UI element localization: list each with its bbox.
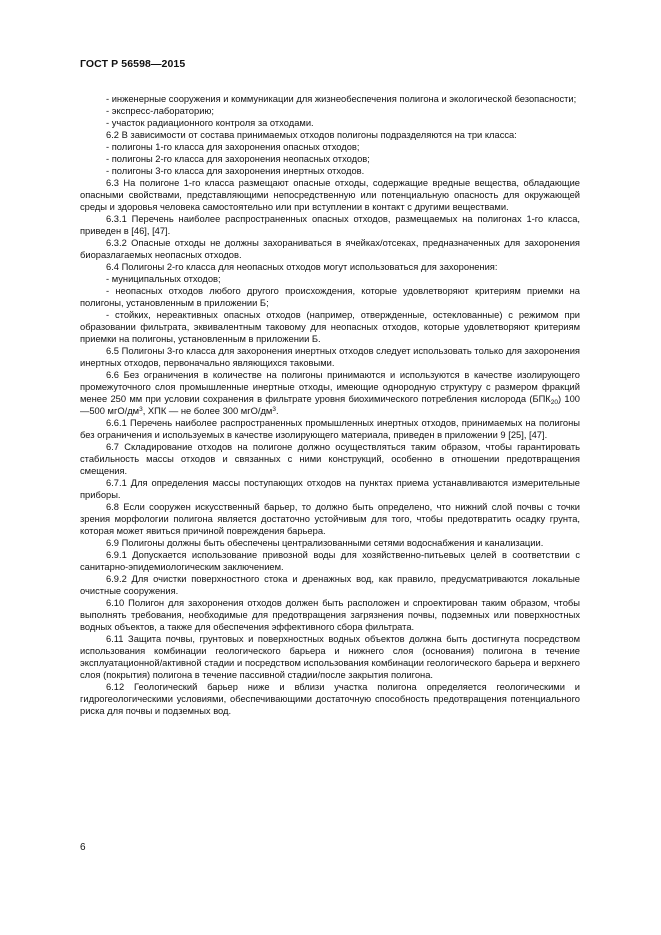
subscript: 20 [550, 399, 558, 406]
paragraph: - полигоны 1-го класса для захоронения опасных отходов; [106, 142, 360, 152]
paragraph: - участок радиационного контроля за отходами. [106, 118, 314, 128]
formula-text: , ХПК — не более 300 мгО/дм [142, 406, 273, 416]
paragraph: 6.12 Геологический барьер ниже и вблизи участка полигона определяется геологическими и гидрогеологическими условиями, обеспечивающими достаточную способность предотвращения потенциального риска для почвы и подземных вод. [80, 682, 580, 716]
page-number: 6 [80, 842, 86, 853]
paragraph: 6.4 Полигоны 2-го класса для неопасных отходов могут использоваться для захоронения: [106, 262, 498, 272]
paragraph: - полигоны 3-го класса для захоронения инертных отходов. [106, 166, 365, 176]
body-text [80, 93, 580, 717]
paragraph-with-formula [80, 369, 580, 417]
paragraph: 6.2 В зависимости от состава принимаемых отходов полигоны подразделяются на три класса: [106, 130, 517, 140]
paragraph: - полигоны 2-го класса для захоронения неопасных отходов; [106, 154, 370, 164]
paragraph: 6.7.1 Для определения массы поступающих отходов на пунктах приема устанавливаются измерительные приборы. [80, 478, 580, 500]
paragraph: 6.3.2 Опасные отходы не должны захораниваться в ячейках/отсеках, предназначенных для захоронения биоразлагаемых неопасных отходов. [80, 238, 580, 260]
paragraph: 6.5 Полигоны 3-го класса для захоронения инертных отходов следует использовать только для захоронения инертных отходов, первоначально являющихся таковыми. [80, 346, 580, 368]
superscript: 3 [272, 406, 276, 413]
paragraph: 6.8 Если сооружен искусственный барьер, то должно быть определено, что нижний слой почвы с точки зрения морфологии полигона является достаточно устойчивым для того, чтобы предотвратить осадку грунта, которая может явиться причиной повреждения барьера. [80, 502, 580, 536]
paragraph: 6.7 Складирование отходов на полигоне должно осуществляться таким образом, чтобы гарантировать стабильность массы отходов и связанных с ними конструкций, особенно в отношении предотвращения смещения. [80, 442, 580, 476]
paragraph: 6.6.1 Перечень наиболее распространенных промышленных инертных отходов, принимаемых на полигоны без ограничения и используемых в качестве изолирующего материала, приведен в приложении 9 [25], [47]. [80, 418, 580, 440]
paragraph: 6.9.1 Допускается использование привозной воды для хозяйственно-питьевых целей в соответствии с санитарно-эпидемиологическим заключением. [80, 550, 580, 572]
paragraph: 6.10 Полигон для захоронения отходов должен быть расположен и спроектирован таким образом, чтобы выполнять требования, необходимые для предотвращения загрязнения почвы, подземных или поверхностных водных объектов, а также для обеспечения эффективного сбора фильтрата. [80, 598, 580, 632]
paragraph: - инженерные сооружения и коммуникации для жизнеобеспечения полигона и экологической безопасности; [106, 94, 577, 104]
paragraph: 6.11 Защита почвы, грунтовых и поверхностных водных объектов должна быть достигнута посредством использования комбинации геологического барьера и нижнего слоя (основания) полигона в течение эксплуатационной/активной стадии и посредством использования комбинации геологического барьера и верхнего слоя (покрытия) полигона в течение пассивной стадии/после закрытия полигона. [80, 634, 580, 680]
paragraph: 6.3.1 Перечень наиболее распространенных опасных отходов, размещаемых на полигонах 1-го класса, приведен в [46], [47]. [80, 214, 580, 236]
paragraph: 6.9.2 Для очистки поверхностного стока и дренажных вод, как правило, предусматриваются локальные очистные сооружения. [80, 574, 580, 596]
formula-text: . [275, 406, 279, 416]
paragraph: 6.3 На полигоне 1-го класса размещают опасные отходы, содержащие вредные вещества, обладающие опасными свойствами, представляющими непосредственную или потенциальную опасность для окружающей среды и здоровья человека самостоятельно или при вступлении в контакт с другими веществами. [80, 178, 580, 212]
formula-text: ) 100—500 мгО/дм [80, 394, 580, 416]
paragraph: - стойких, нереактивных опасных отходов (например, отвержденные, остеклованные) с режимом при образовании фильтрата, эквивалентным таковому для неопасных отходов, которые удовлетворяют критериям приемки на полигоны, установленным в приложении Б. [80, 310, 580, 344]
paragraph: - экспресс-лабораторию; [106, 106, 215, 116]
standard-header: ГОСТ Р 56598—2015 [80, 58, 186, 70]
superscript: 3 [139, 406, 143, 413]
paragraph: - муниципальных отходов; [106, 274, 221, 284]
paragraph: 6.9 Полигоны должны быть обеспечены централизованными сетями водоснабжения и канализации. [106, 538, 544, 548]
formula-text: 6.6 Без ограничения в количестве на полигоны принимаются и используются в качестве изолирующего промежуточного слоя промышленные инертные отходы, имеющие однородную структуру с размером фракций менее 250 мм при условии сохранения в фильтрате уровня биохимического потребления кислорода (БПК [80, 370, 580, 404]
paragraph: - неопасных отходов любого другого происхождения, которые удовлетворяют критериям приемки на полигоны, установленным в приложении Б; [80, 286, 580, 308]
